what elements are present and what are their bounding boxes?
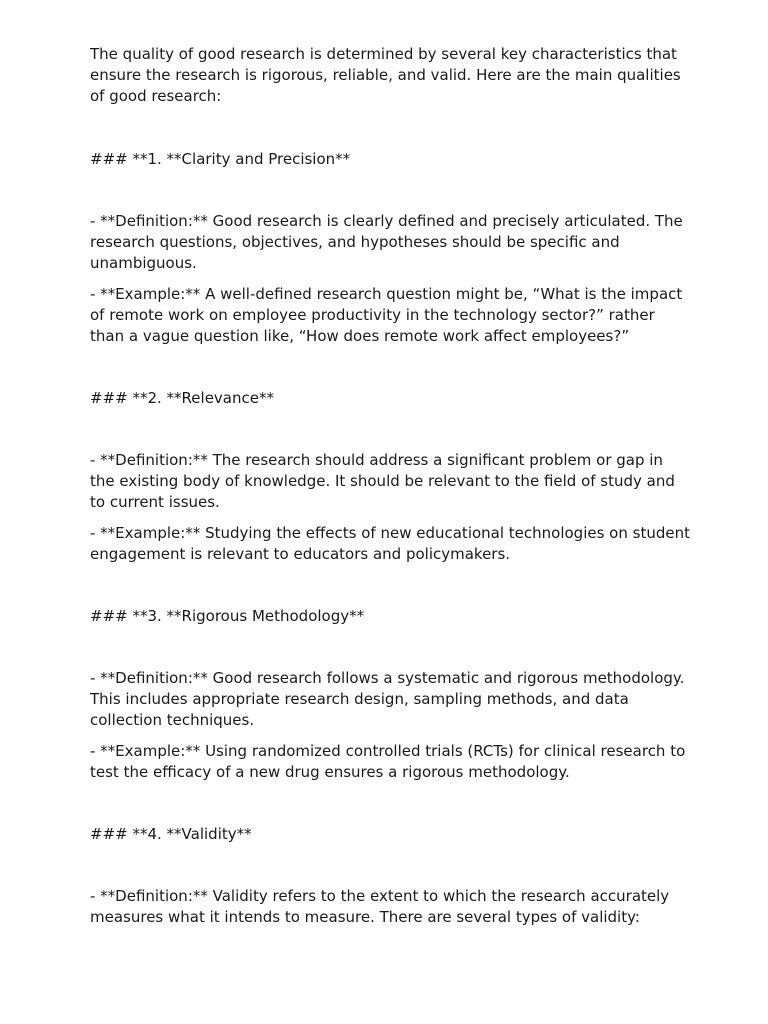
section-example-relevance: - **Example:** Studying the effects of new educational technologies on student engagement is relevant to educators and policymakers.: [90, 524, 690, 563]
section-definition-methodology: - **Definition:** Good research follows a systematic and rigorous methodology. This includes appropriate research design, sampling methods, and data collection techniques.: [90, 669, 685, 729]
section-example-clarity: - **Example:** A well-defined research question might be, “What is the impact of remote work on employee productivity in the technology sector?” rather than a vague question like, “How does remote work affect employees?”: [90, 285, 683, 345]
section-heading-validity: ### **4. **Validity**: [90, 825, 252, 843]
section-example-methodology: - **Example:** Using randomized controlled trials (RCTs) for clinical research to test the efficacy of a new drug ensures a rigorous methodology.: [90, 742, 686, 781]
section-definition-clarity: - **Definition:** Good research is clearly defined and precisely articulated. The research questions, objectives, and hypotheses should be specific and unambiguous.: [90, 212, 683, 272]
section-heading-methodology: ### **3. **Rigorous Methodology**: [90, 607, 365, 625]
document-page: [90, 44, 690, 938]
section-heading-relevance: ### **2. **Relevance**: [90, 389, 274, 407]
section-definition-relevance: - **Definition:** The research should address a significant problem or gap in the existing body of knowledge. It should be relevant to the field of study and to current issues.: [90, 451, 675, 511]
intro-paragraph: The quality of good research is determined by several key characteristics that ensure the research is rigorous, reliable, and valid. Here are the main qualities of good research:: [90, 45, 681, 105]
section-definition-validity: - **Definition:** Validity refers to the extent to which the research accurately measures what it intends to measure. There are several types of validity:: [90, 887, 670, 926]
section-heading-clarity: ### **1. **Clarity and Precision**: [90, 150, 351, 168]
